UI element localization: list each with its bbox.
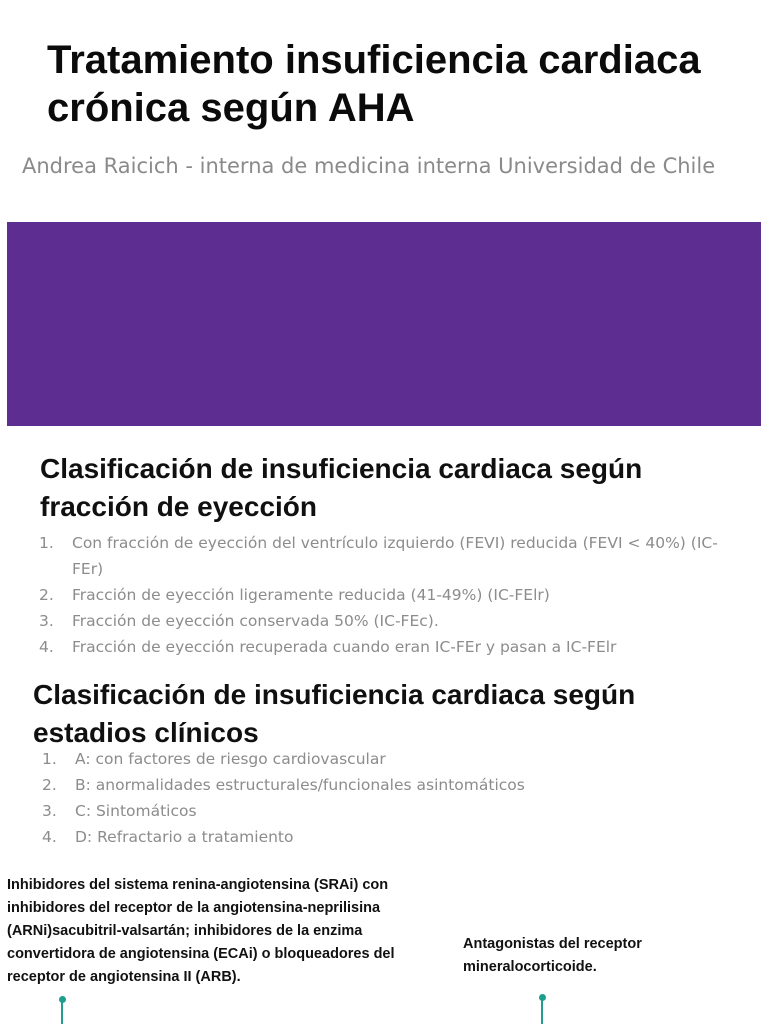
list-item: 2. B: anormalidades estructurales/funcionales asintomáticos <box>42 776 525 794</box>
list-item: 3. C: Sintomáticos <box>42 802 197 820</box>
timeline-card-srai: Inhibidores del sistema renina-angiotensina (SRAi) con inhibidores del receptor de la angiotensina-neprilisina (ARNi)sacubitril-valsartán; inhibidores de la enzima convertidora de angiotensina (ECAi) o bloqueadores del receptor de angiotensina II (ARB). <box>7 877 395 985</box>
list-item: 1. A: con factores de riesgo cardiovascular <box>42 750 386 768</box>
page-title: Tratamiento insuficiencia cardiaca crónica según AHA <box>47 38 701 130</box>
list-item: 3. Fracción de eyección conservada 50% (IC-FEc). <box>39 612 439 630</box>
stages-list <box>42 746 722 850</box>
list-item: 4. Fracción de eyección recuperada cuando eran IC-FEr y pasan a IC-FElr <box>39 638 617 656</box>
timeline-card-mra: Antagonistas del receptor mineralocorticoide. <box>463 936 642 975</box>
section-heading-ejection: Clasificación de insuficiencia cardiaca según fracción de eyección <box>40 453 643 522</box>
list-item: 2. Fracción de eyección ligeramente reducida (41-49%) (IC-FElr) <box>39 586 550 604</box>
banner-image <box>7 222 761 426</box>
list-item: 1. Con fracción de eyección del ventrículo izquierdo (FEVI) reducida (FEVI < 40%) (IC-FEr) <box>39 534 718 578</box>
timeline-connector <box>541 998 543 1024</box>
ejection-list <box>39 530 719 660</box>
timeline-connector <box>61 1000 63 1024</box>
section-heading-stages: Clasificación de insuficiencia cardiaca según estadios clínicos <box>33 679 636 748</box>
list-item: 4. D: Refractario a tratamiento <box>42 828 294 846</box>
page-subtitle: Andrea Raicich - interna de medicina interna Universidad de Chile <box>22 154 716 178</box>
